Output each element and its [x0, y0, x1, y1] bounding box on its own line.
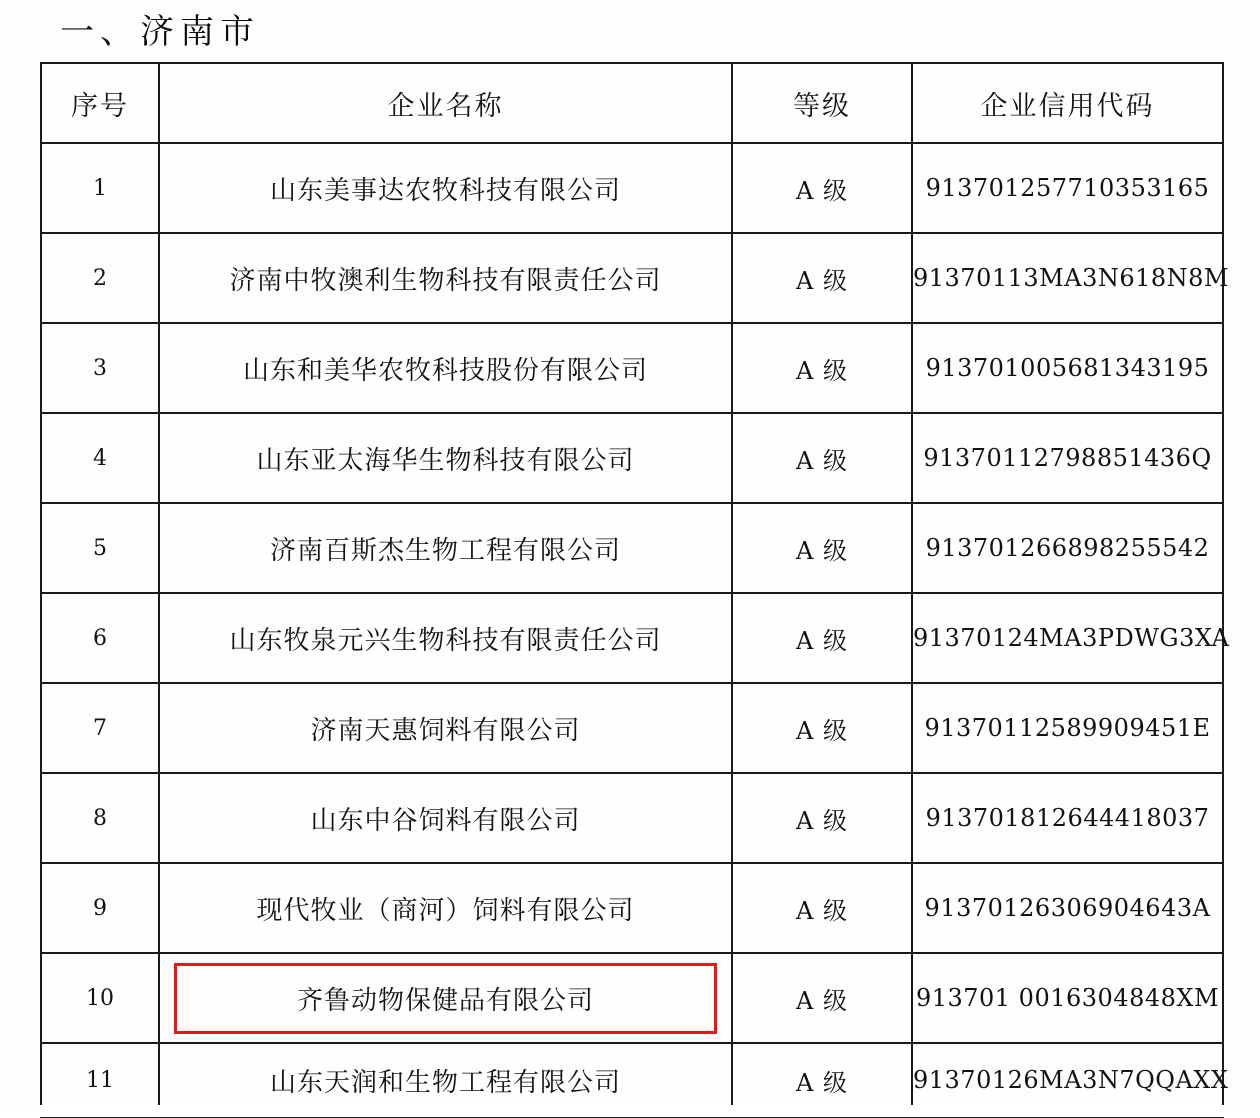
- cell-index: 10: [41, 953, 159, 1043]
- cell-grade: A 级: [732, 593, 912, 683]
- cell-credit-code: 91370126306904643A: [912, 863, 1223, 953]
- column-header-index: 序号: [41, 63, 159, 143]
- cell-enterprise-name-highlighted: [159, 953, 732, 1043]
- enterprise-name-text: 现代牧业（商河）饲料有限公司: [256, 895, 635, 926]
- cell-credit-code: 91370112589909451E: [912, 683, 1223, 773]
- cell-credit-code: 913701257710353165: [912, 143, 1223, 233]
- enterprise-name-text: 山东中谷饲料有限公司: [310, 805, 581, 836]
- table-row: [41, 143, 1223, 233]
- cell-index: 4: [41, 413, 159, 503]
- cell-credit-code: 91370126MA3N7QQAXX: [912, 1043, 1223, 1117]
- table-row: [41, 593, 1223, 683]
- table-header-row: [41, 63, 1223, 143]
- cell-grade: A 级: [732, 773, 912, 863]
- cell-grade: A 级: [732, 953, 912, 1043]
- cell-index: 3: [41, 323, 159, 413]
- cell-enterprise-name: [159, 233, 732, 323]
- cell-grade: A 级: [732, 863, 912, 953]
- cell-index: 2: [41, 233, 159, 323]
- cell-credit-code: 91370113MA3N618N8M: [912, 233, 1223, 323]
- cell-credit-code: 91370112798851436Q: [912, 413, 1223, 503]
- table-row: [41, 413, 1223, 503]
- cell-grade: A 级: [732, 1043, 912, 1117]
- cell-index: 9: [41, 863, 159, 953]
- section-title: 一、济南市: [60, 12, 260, 52]
- cell-index: 7: [41, 683, 159, 773]
- enterprise-name-text: 济南中牧澳利生物科技有限责任公司: [229, 265, 662, 296]
- table-body: [41, 143, 1230, 1117]
- cell-enterprise-name: [159, 863, 732, 953]
- column-header-credit-code: 企业信用代码: [912, 63, 1223, 143]
- cell-credit-code: 913701005681343195: [912, 323, 1223, 413]
- table-row: [41, 773, 1223, 863]
- enterprise-name-text: 济南天惠饲料有限公司: [310, 715, 581, 746]
- cell-enterprise-name: [159, 413, 732, 503]
- cell-enterprise-name: [159, 593, 732, 683]
- cell-grade: A 级: [732, 503, 912, 593]
- cell-credit-code: 91370124MA3PDWG3XA: [912, 593, 1223, 683]
- enterprise-name-text: 山东牧泉元兴生物科技有限责任公司: [229, 625, 662, 656]
- cell-grade: A 级: [732, 683, 912, 773]
- table-row: [41, 683, 1223, 773]
- cell-credit-code: 913701 0016304848XM: [912, 953, 1223, 1043]
- cell-credit-code: 913701812644418037: [912, 773, 1223, 863]
- table-row: [41, 863, 1223, 953]
- cell-grade: A 级: [732, 143, 912, 233]
- enterprise-table-container: [40, 62, 1230, 1118]
- table-header: [41, 63, 1223, 143]
- cell-enterprise-name: [159, 773, 732, 863]
- table-row-highlighted: [41, 953, 1223, 1043]
- cell-index: 8: [41, 773, 159, 863]
- column-header-name: 企业名称: [159, 63, 732, 143]
- enterprise-name-text: 齐鲁动物保健品有限公司: [174, 963, 717, 1034]
- enterprise-name-text: 济南百斯杰生物工程有限公司: [269, 535, 621, 566]
- enterprise-name-text: 山东和美华农牧科技股份有限公司: [242, 355, 648, 386]
- cell-enterprise-name: [159, 323, 732, 413]
- cell-enterprise-name: [159, 683, 732, 773]
- cell-index: 5: [41, 503, 159, 593]
- cell-index: 1: [41, 143, 159, 233]
- cell-enterprise-name: [159, 503, 732, 593]
- cell-grade: A 级: [732, 323, 912, 413]
- table-row: [41, 323, 1223, 413]
- cell-index: 6: [41, 593, 159, 683]
- column-header-grade: 等级: [732, 63, 912, 143]
- cell-enterprise-name: [159, 143, 732, 233]
- enterprise-name-text: 山东美事达农牧科技有限公司: [269, 175, 621, 206]
- table-row: [41, 233, 1223, 323]
- cell-grade: A 级: [732, 233, 912, 323]
- cell-credit-code: 913701266898255542: [912, 503, 1223, 593]
- cell-index: 11: [41, 1043, 159, 1117]
- cell-grade: A 级: [732, 413, 912, 503]
- table-row: [41, 503, 1223, 593]
- enterprise-table: [40, 62, 1230, 1118]
- enterprise-name-text: 山东天润和生物工程有限公司: [269, 1067, 621, 1098]
- enterprise-name-text: 山东亚太海华生物科技有限公司: [256, 445, 635, 476]
- page-bottom-clip: [0, 1105, 1260, 1117]
